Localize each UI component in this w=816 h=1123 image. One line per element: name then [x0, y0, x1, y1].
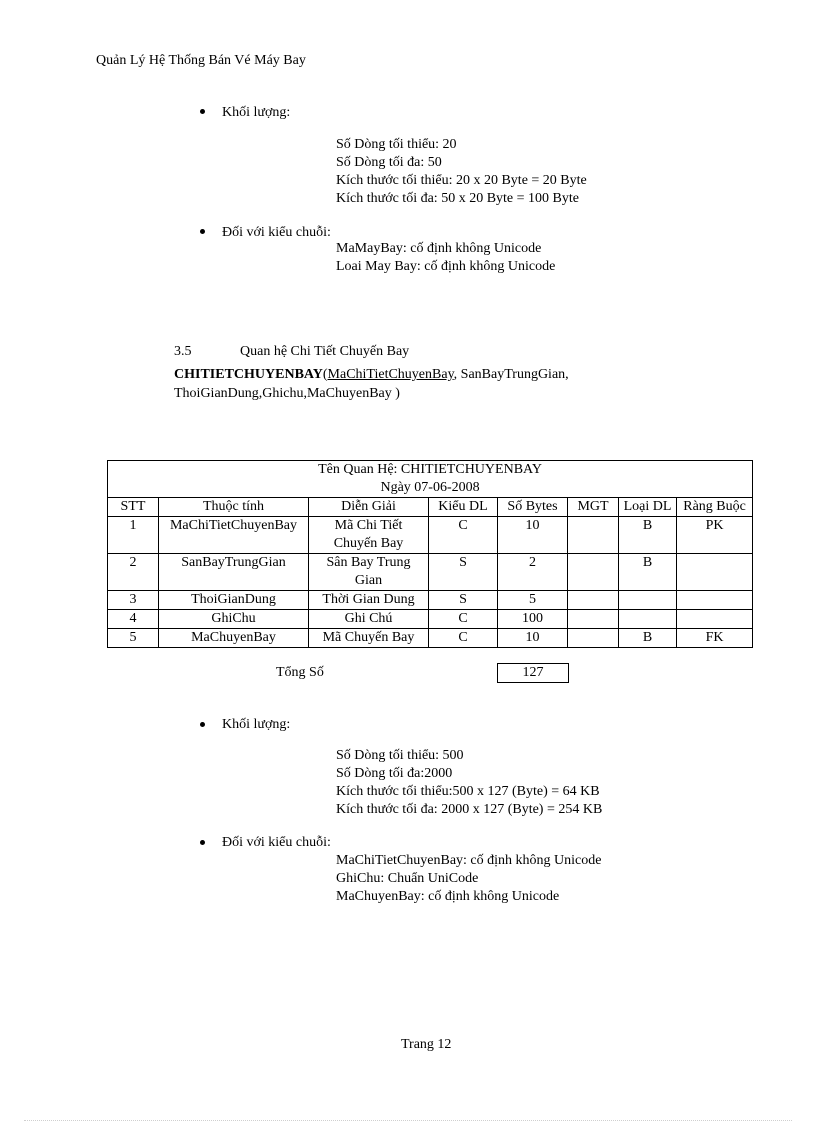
table-row: [108, 517, 753, 554]
table-cell: [568, 610, 619, 629]
table-cell: [677, 591, 753, 610]
table-cell: MaChuyenBay: [159, 629, 309, 648]
table-cell: 3: [108, 591, 159, 610]
string-label-2: Đối với kiểu chuỗi:: [222, 835, 331, 850]
table-row: [108, 554, 753, 591]
table-header: STT: [108, 498, 159, 517]
volume-line: Kích thước tối thiểu: 20 x 20 Byte = 20 Byte: [336, 173, 587, 188]
table-cell: FK: [677, 629, 753, 648]
table-header-row: [108, 498, 753, 517]
table-cell: PK: [677, 517, 753, 554]
page-edge-divider: [24, 1120, 792, 1121]
volume-label-2: Khối lượng:: [222, 717, 291, 732]
schema-name: CHITIETCHUYENBAY: [174, 367, 323, 382]
table-cell: [568, 591, 619, 610]
schema-primary-key: MaChiTietChuyenBay: [327, 367, 454, 382]
string-line: MaMayBay: cố định không Unicode: [336, 241, 542, 256]
table-cell: 10: [498, 629, 568, 648]
page-number: Trang 12: [401, 1037, 452, 1052]
volume-line: Số Dòng tối đa: 50: [336, 155, 442, 170]
bullet-icon: [200, 109, 205, 114]
relation-schema-line1: [174, 366, 569, 384]
total-value: 127: [497, 663, 569, 683]
table-header: Số Bytes: [498, 498, 568, 517]
table-cell: 1: [108, 517, 159, 554]
table-cell: 5: [498, 591, 568, 610]
table-header: Diễn Giải: [309, 498, 429, 517]
volume-line: Kích thước tối đa: 2000 x 127 (Byte) = 254 KB: [336, 802, 603, 817]
table-cell: [677, 554, 753, 591]
table-title: Tên Quan Hệ: CHITIETCHUYENBAY: [318, 462, 542, 477]
table-date: Ngày 07-06-2008: [380, 480, 480, 495]
string-line: MaChiTietChuyenBay: cố định không Unicode: [336, 853, 602, 868]
table-row: [108, 591, 753, 610]
volume-line: Số Dòng tối thiểu: 20: [336, 137, 457, 152]
relation-table: [107, 460, 753, 648]
table-cell: [568, 517, 619, 554]
schema-attrs: , SanBayTrungGian,: [453, 367, 569, 382]
table-cell: SanBayTrungGian: [159, 554, 309, 591]
table-cell: [568, 629, 619, 648]
table-header: Thuộc tính: [159, 498, 309, 517]
table-cell: Mã Chi Tiết Chuyến Bay: [309, 517, 429, 554]
section-number: 3.5: [174, 344, 192, 359]
page-header-title: Quản Lý Hệ Thống Bán Vé Máy Bay: [96, 53, 306, 68]
table-cell: B: [619, 517, 677, 554]
table-cell: [619, 591, 677, 610]
schema-paren: (: [322, 367, 328, 382]
table-cell: C: [429, 610, 498, 629]
section-title: Quan hệ Chi Tiết Chuyến Bay: [240, 344, 410, 359]
volume-line: Số Dòng tối thiểu: 500: [336, 748, 464, 763]
table-cell: [677, 610, 753, 629]
table-cell: S: [429, 554, 498, 591]
table-cell: 2: [498, 554, 568, 591]
volume-label-1: Khối lượng:: [222, 105, 291, 120]
table-cell: 10: [498, 517, 568, 554]
table-title-row: [108, 461, 753, 498]
string-line: GhiChu: Chuẩn UniCode: [336, 871, 479, 886]
table-cell: 4: [108, 610, 159, 629]
table-cell: C: [429, 517, 498, 554]
table-row: [108, 610, 753, 629]
table-cell: Ghi Chú: [309, 610, 429, 629]
relation-schema-line2: ThoiGianDung,Ghichu,MaChuyenBay ): [174, 386, 400, 401]
table-cell: [619, 610, 677, 629]
table-cell: ThoiGianDung: [159, 591, 309, 610]
volume-line: Kích thước tối thiểu:500 x 127 (Byte) = 64 KB: [336, 784, 600, 799]
table-cell: Mã Chuyến Bay: [309, 629, 429, 648]
bullet-icon: [200, 229, 205, 234]
table-header: Loại DL: [619, 498, 677, 517]
string-label-1: Đối với kiểu chuỗi:: [222, 225, 331, 240]
string-line: MaChuyenBay: cố định không Unicode: [336, 889, 560, 904]
table-cell: Thời Gian Dung: [309, 591, 429, 610]
table-title-cell: [108, 461, 753, 498]
table-cell: B: [619, 554, 677, 591]
bullet-icon: [200, 840, 205, 845]
table-header: MGT: [568, 498, 619, 517]
table-cell: B: [619, 629, 677, 648]
table-row: [108, 629, 753, 648]
volume-line: Số Dòng tối đa:2000: [336, 766, 453, 781]
table-cell: MaChiTietChuyenBay: [159, 517, 309, 554]
bullet-icon: [200, 722, 205, 727]
table-cell: [568, 554, 619, 591]
table-cell: C: [429, 629, 498, 648]
table-cell: Sân Bay Trung Gian: [309, 554, 429, 591]
string-line: Loai May Bay: cố định không Unicode: [336, 259, 556, 274]
table-cell: 5: [108, 629, 159, 648]
table-cell: S: [429, 591, 498, 610]
table-cell: 2: [108, 554, 159, 591]
total-label: Tổng Số: [276, 665, 324, 680]
table-cell: 100: [498, 610, 568, 629]
table-cell: GhiChu: [159, 610, 309, 629]
volume-line: Kích thước tối đa: 50 x 20 Byte = 100 Byte: [336, 191, 579, 206]
table-header: Kiểu DL: [429, 498, 498, 517]
table-header: Ràng Buộc: [677, 498, 753, 517]
